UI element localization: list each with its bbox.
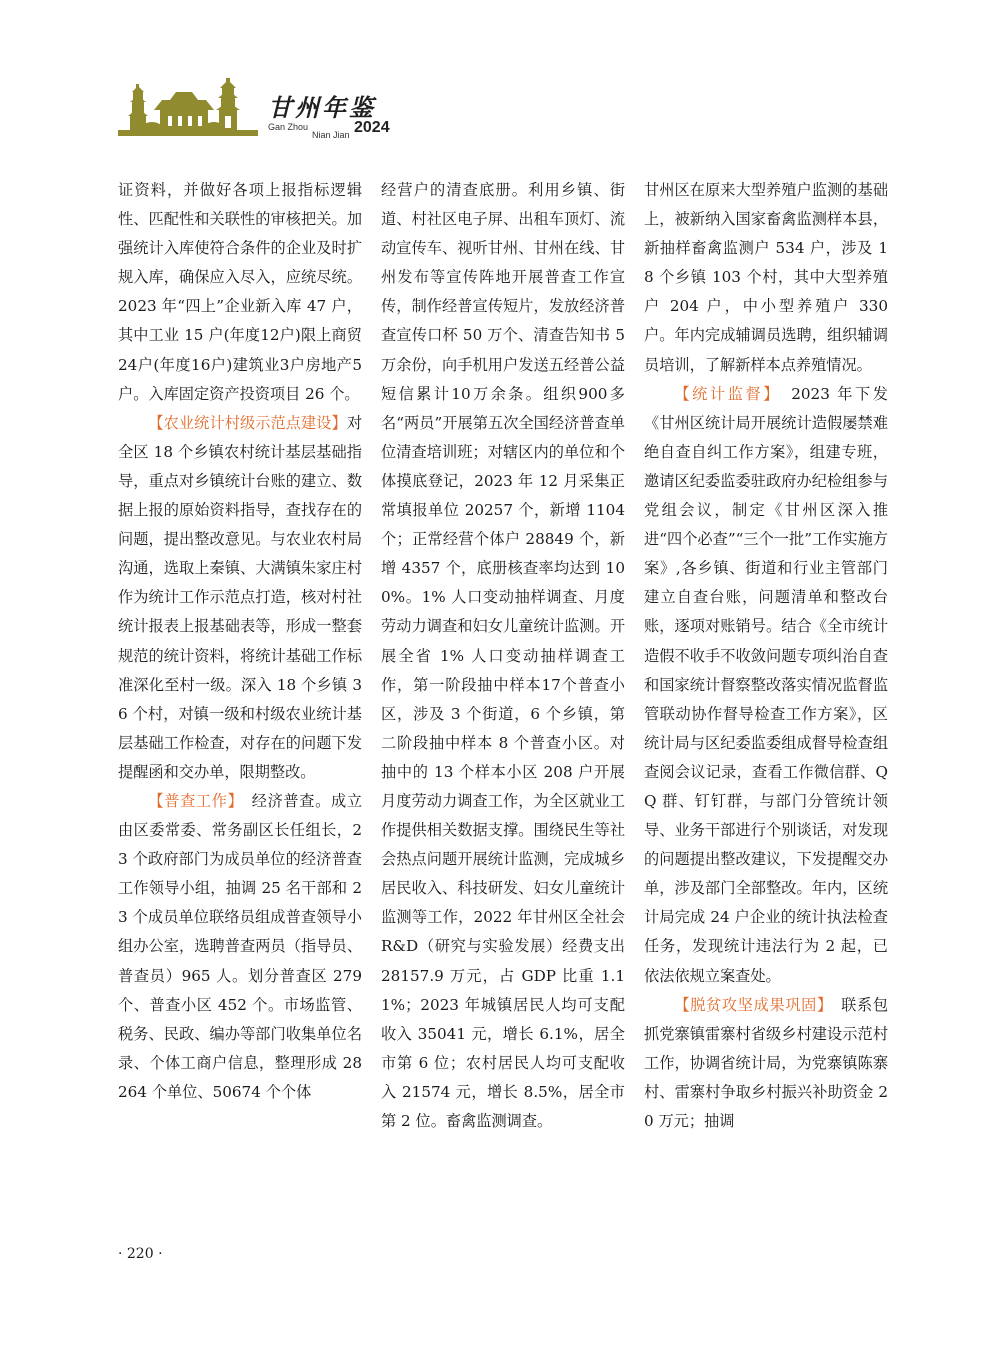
paragraph: 经营户的清查底册。利用乡镇、街道、村社区电子屏、出租车顶灯、流动宣传车、视听甘州、甘州在线、甘州发布等宣传阵地开展普查工作宣传，制作经普宣传短片，发放经济普查宣传口杯 50 万个、清查告知书 5 万余份，向手机用户发送五经普公益短信累计10万余条。组织900多名“两员”开展第五次全国经济普查单位清查培训班；对辖区内的单位和个体摸底登记，2023 年 12 月采集正常填报单位 20257 个，新增 1104 个；正常经营个体户 28849 个，新增 4357 个，底册核查率均达到 100%。1% 人口变动抽样调查、月度劳动力调查和妇女儿童统计监测。开展全省 1% 人口变动抽样调查工作，第一阶段抽中样本17个普查小区，涉及 3 个街道，6 个乡镇，第二阶段抽中样本 8 个普查小区。对抽中的 13 个样本小区 208 户开展月度劳动力调查工作，为全区就业工作提供相关数据支撑。围绕民生等社会热点问题开展统计监测，完成城乡居民收入、科技研发、妇女儿童统计监测等工作，2022 年甘州区全社会 R&D（研究与实验发展）经费支出 28157.9 万元，占 GDP 比重 1.11%；2023 年城镇居民人均可支配收入 35041 元，增长 6.1%，居全市第 6 位；农村居民人均可支配收入 21574 元，增长 8.5%，居全市第 2 位。畜禽监测调查。 <box>381 181 625 1130</box>
paragraph-body: 联系包抓党寨镇雷寨村省级乡村建设示范村工作，协调省统计局，为党寨镇陈寨村、雷寨村争取乡村振兴补助资金 20 万元；抽调 <box>644 995 889 1130</box>
section-heading-agri-stats-demo: 【农业统计村级示范点建设】 <box>148 413 347 432</box>
paragraph-lead: 经济普查。 <box>251 791 331 810</box>
section-heading-stats-supervision: 【统计监督】 <box>674 384 774 403</box>
yearbook-pinyin-nian-jian: Nian Jian <box>312 130 350 140</box>
paragraph <box>644 380 888 991</box>
paragraph: 甘州区在原来大型养殖户监测的基础上，被新纳入国家畜禽监测样本县，新抽样畜禽监测户 534 户，涉及 18 个乡镇 103 个村，其中大型养殖户 204 户，中小型养殖户 330 户。年内完成辅调员选聘，组织辅调员培训，了解新样本点养殖情况。 <box>644 181 888 374</box>
text-column-3 <box>644 176 888 1136</box>
yearbook-header <box>118 70 418 142</box>
section-heading-census-work: 【普查工作】 <box>148 791 236 810</box>
yearbook-year: 2024 <box>354 119 390 136</box>
yearbook-title: 甘州年鉴 <box>268 93 376 122</box>
paragraph-body: 成立由区委常委、常务副区长任组长，23 个政府部门为成员单位的经济普查工作领导小组，抽调 25 名干部和 23 个成员单位联络员组成普查领导小组办公室，选聘普查两员（指导员、普查员）965 人。划分普查区 279 个、普查小区 452 个。市场监管、税务、民政、编办等部门收集单位名录、个体工商户信息，整理形成 28264 个单位、50674 个个体 <box>118 791 363 1101</box>
paragraph <box>118 787 362 1107</box>
text-column-2 <box>381 176 625 1136</box>
page-number: · 220 · <box>118 1246 163 1262</box>
section-heading-poverty-consolidation: 【脱贫攻坚成果巩固】 <box>674 995 826 1014</box>
yearbook-pinyin-gan-zhou: Gan Zhou <box>268 122 309 132</box>
paragraph: 证资料，并做好各项上报指标逻辑性、匹配性和关联性的审核把关。加强统计入库使符合条件的企业及时扩规入库，确保应入尽入，应统尽统。2023 年“四上”企业新入库 47 户，其中工业 15 户(年度12户)限上商贸24户(年度16户)建筑业3户房地产5户。入库固定资产投资项目 26 个。 <box>118 181 362 403</box>
text-column-1 <box>118 176 362 1107</box>
paragraph <box>118 409 362 787</box>
paragraph-body: 对全区 18 个乡镇农村统计基层基础指导，重点对乡镇统计台账的建立、数据上报的原始资料指导，查找存在的问题，提出整改意见。与农业农村局沟通，选取上秦镇、大满镇朱家庄村作为统计工作示范点打造，核对村社统计报表上报基础表等，形成一整套规范的统计资料，将统计基础工作标准深化至村一级。深入 18 个乡镇 36 个村，对镇一级和村级农业统计基层基础工作检查，对存在的问题下发提醒函和交办单，限期整改。 <box>118 413 362 781</box>
paragraph-body: 2023 年下发《甘州区统计局开展统计造假屡禁难绝自查自纠工作方案》，组建专班，邀请区纪委监委驻政府办纪检组参与党组会议，制定《甘州区深入推进“四个必查”“三个一批”工作实施方案》,各乡镇、街道和行业主管部门建立自查台账，问题清单和整改台账，逐项对账销号。结合《全市统计造假不收手不收敛问题专项纠治自查和国家统计督察整改落实情况监督监管联动协作督导检查工作方案》，区统计局与区纪委监委组成督导检查组查阅会议记录，查看工作微信群、QQ 群、钉钉群，与部门分管统计领导、业务干部进行个别谈话，对发现的问题提出整改建议，下发提醒交办单，涉及部门全部整改。年内，区统计局完成 24 户企业的统计执法检查任务，发现统计违法行为 2 起，已依法依规立案查处。 <box>644 384 888 985</box>
pagoda-temple-logo-icon <box>118 70 258 142</box>
paragraph <box>644 991 888 1136</box>
